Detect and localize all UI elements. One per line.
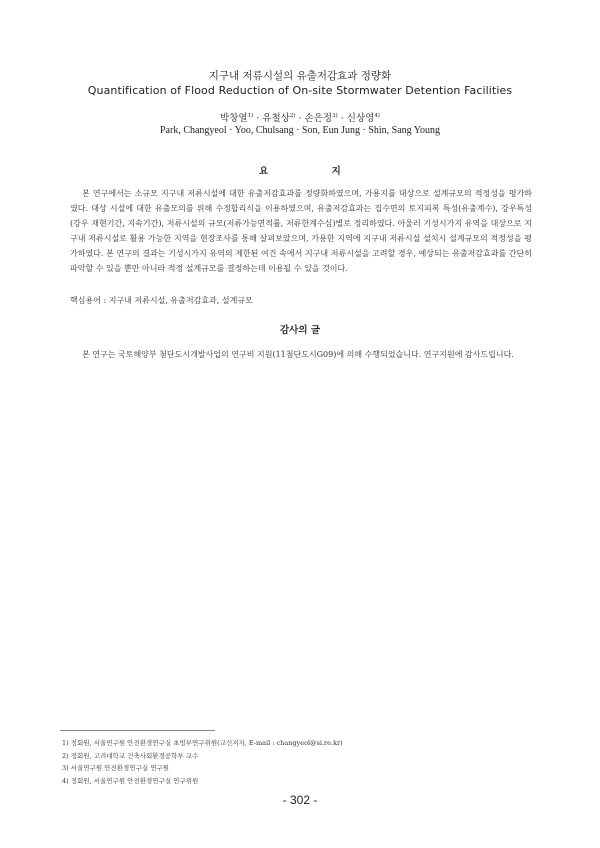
footnote-4: 4) 정회원, 서울연구원 안전환경연구실 연구위원 <box>62 776 199 785</box>
page-number: - 302 - <box>282 793 318 807</box>
author-3: 손은정$^{3)}$ <box>304 112 338 124</box>
authors-korean <box>0 110 600 124</box>
acknowledgement-heading: 감사의 글 <box>279 325 320 336</box>
footnote-3: 3) 서울연구원 안전환경연구실 연구원 <box>62 764 170 772</box>
acknowledgement-body: 본 연구는 국토해양부 첨단도시개발사업의 연구비 지원(11첨단도시G09)에 의해 수행되었습니다. 연구지원에 감사드립니다. <box>82 350 514 359</box>
paper-title-english: Quantification of Flood Reduction of On-site Stormwater Detention Facilities <box>87 84 513 97</box>
footnote-divider <box>60 730 215 731</box>
authors-english: Park, Changyeol · Yoo, Chulsang · Son, Eun Jung · Shin, Sang Young <box>159 125 441 136</box>
author-separator: · <box>337 113 347 124</box>
footnotes <box>62 737 542 787</box>
author-separator: · <box>253 113 263 124</box>
abstract-heading: 요 지 <box>259 166 371 177</box>
keywords: 핵심용어 : 지구내 저류시설, 유출저감효과, 설계규모 <box>70 296 253 305</box>
footnote-2: 2) 정회원, 고려대학교 건축사회환경공학부 교수 <box>62 751 199 760</box>
paper-title-korean: 지구내 저류시설의 유출저감효과 정량화 <box>208 70 392 82</box>
author-4: 신상영$^{4)}$ <box>346 112 380 124</box>
footnote-1: 1) 정회원, 서울연구원 안전환경연구실 초빙부연구위원(교신저자, E-mail : changyeol@si.re.kr) <box>62 739 343 747</box>
abstract-body: 본 연구에서는 소규모 지구내 저류시설에 대한 유출저감효과를 정량화하였으며, 가용지를 대상으로 설계규모의 적정성을 평가하였다. 대상 시설에 대한 유출모의를 위해 수정합리식을 이용하였으며, 유출저감효과는 집수면의 토지피복 특성(유출계수), 강우특성(강우 재현기간, 지속기간), 저류시설의 규모(저류가능면적률, 저류한계수심)별로 정리하였다. 아울러 기성시가지 유역을 대상으로 지구내 저류시설로 활용 가능한 지역을 현장조사를 통해 살펴보았으며, 가용한 지역에 지구내 저류시설 설치시 설계규모의 적정성을 평가하였다. 본 연구의 결과는 기성시가지 유역의 제한된 여건 속에서 지구내 저류시설을 고려할 경우, 예상되는 유출저감효과를 간단히 파악할 수 있을 뿐만 아니라 적정 설계규모를 결정하는데 이용될 수 있을 것이다. <box>70 189 532 273</box>
author-2: 유철상$^{2)}$ <box>262 112 296 124</box>
author-1: 박창열$^{1)}$ <box>220 112 254 124</box>
author-separator: · <box>295 113 305 124</box>
